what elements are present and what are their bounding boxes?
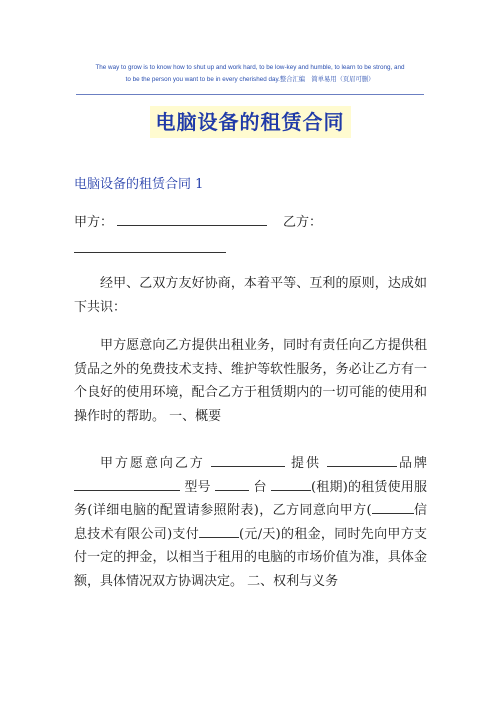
blank-term bbox=[271, 476, 311, 491]
party-a-blank bbox=[117, 211, 267, 226]
header-motto-line2: to be the person you want to be in every cherished day. bbox=[125, 76, 280, 83]
paragraph-intro: 经甲、乙双方友好协商，本着平等、互利的原则，达成如下共识： bbox=[74, 276, 427, 315]
header-motto bbox=[60, 62, 440, 86]
party-b-blank bbox=[74, 252, 226, 253]
p3-text-2: 提供 bbox=[291, 456, 321, 471]
section-heading: 电脑设备的租赁合同 1 bbox=[74, 177, 204, 192]
header-motto-line1: The way to grow is to know how to shut up and work hard, to be low-key and humble, to learn to be strong, and bbox=[95, 64, 405, 71]
p3-text-4: 型号 bbox=[184, 479, 211, 495]
paragraph-services: 甲方愿意向乙方提供出租业务，同时有责任向乙方提供租赁品之外的免费技术支持、维护等软性服务，务必让乙方有一个良好的使用环境，配合乙方于租赁期内的一切可能的使用和操作时的帮助。 一、概要 bbox=[74, 338, 427, 424]
blank-quantity bbox=[211, 452, 285, 467]
blank-count bbox=[215, 476, 249, 491]
document-title-wrap bbox=[0, 106, 500, 138]
party-b-label: 乙方： bbox=[283, 215, 323, 230]
blank-rent bbox=[199, 523, 239, 538]
blank-lessor bbox=[372, 499, 414, 514]
document-title: 电脑设备的租赁合同 bbox=[150, 106, 351, 138]
party-line bbox=[74, 211, 434, 232]
blank-model bbox=[74, 476, 180, 491]
header-tag: 整合汇编 简单易用（页眉可删） bbox=[279, 76, 375, 83]
party-a-label: 甲方： bbox=[74, 215, 114, 230]
p3-text-7: 信息技术有限公司)支付 bbox=[74, 503, 427, 542]
p3-text-1: 甲方愿意向乙方 bbox=[100, 456, 205, 471]
paragraph-overview bbox=[74, 452, 427, 593]
header-divider bbox=[76, 94, 424, 95]
p3-text-5: 台 bbox=[253, 479, 267, 495]
p3-text-3: 品牌 bbox=[397, 456, 427, 471]
p3-text-6: (租期)的租赁使用服务(详细电脑的配置请参照附表)，乙方同意向甲方( bbox=[74, 479, 427, 518]
blank-brand bbox=[327, 452, 397, 467]
p3-text-8: (元/天)的租金，同时先向甲方支付一定的押金，以相当于租用的电脑的市场价值为准，具体金额，具体情况双方协调决定。 二、权利与义务 bbox=[74, 526, 427, 589]
